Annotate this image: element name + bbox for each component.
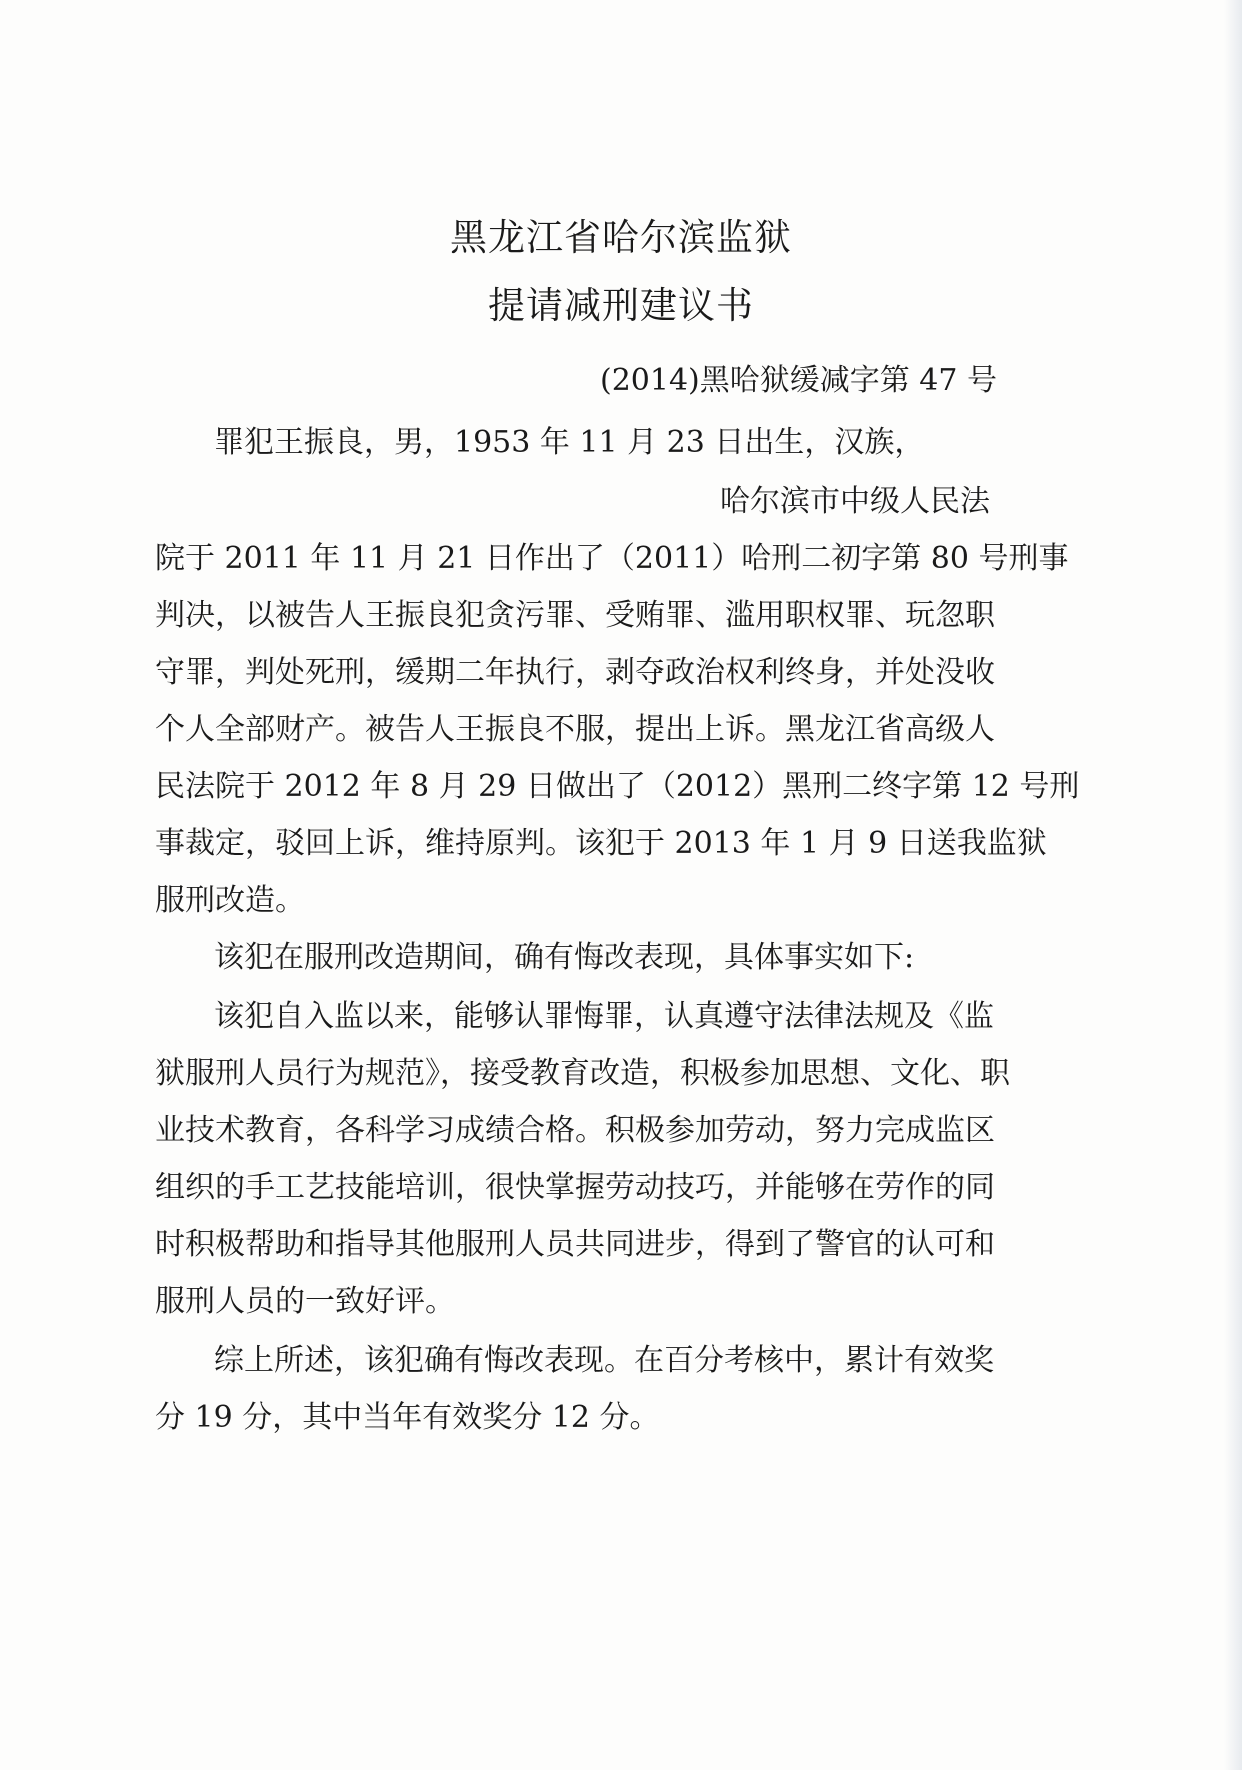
paragraph-line: 该犯自入监以来，能够认罪悔罪，认真遵守法律法规及《监: [214, 999, 994, 1034]
scan-edge-shading: [1224, 0, 1242, 1770]
paragraph-line: 狱服刑人员行为规范》，接受教育改造，积极参加思想、文化、职: [155, 1056, 1010, 1091]
paragraph-line: 业技术教育，各科学习成绩合格。积极参加劳动，努力完成监区: [155, 1113, 995, 1148]
paragraph-line: 个人全部财产。被告人王振良不服，提出上诉。黑龙江省高级人: [155, 712, 995, 747]
document-title-line2: 提请减刑建议书: [488, 284, 754, 327]
document-title-line1: 黑龙江省哈尔滨监狱: [450, 216, 792, 259]
paragraph-line: 时积极帮助和指导其他服刑人员共同进步，得到了警官的认可和: [155, 1227, 995, 1262]
paragraph-line: 服刑改造。: [155, 883, 305, 918]
paragraph-line: 民法院于 2012 年 8 月 29 日做出了（2012）黑刑二终字第 12 号刑: [155, 769, 1080, 804]
paragraph-line: 分 19 分，其中当年有效奖分 12 分。: [155, 1400, 660, 1435]
paragraph-line: 院于 2011 年 11 月 21 日作出了（2011）哈刑二初字第 80 号刑事: [155, 541, 1069, 576]
paragraph-line: 事裁定，驳回上诉，维持原判。该犯于 2013 年 1 月 9 日送我监狱: [155, 826, 1047, 861]
paragraph-line: 该犯在服刑改造期间，确有悔改表现，具体事实如下:: [214, 940, 915, 975]
paragraph-line: 罪犯王振良，男，1953 年 11 月 23 日出生，汉族，: [214, 425, 925, 460]
paragraph-line: 哈尔滨市中级人民法: [720, 484, 990, 519]
paragraph-line: 守罪，判处死刑，缓期二年执行，剥夺政治权利终身，并处没收: [155, 655, 995, 690]
paragraph-line: 组织的手工艺技能培训，很快掌握劳动技巧，并能够在劳作的同: [155, 1170, 995, 1205]
document-number: (2014)黑哈狱缓减字第 47 号: [600, 363, 998, 398]
paragraph-line: 服刑人员的一致好评。: [155, 1284, 455, 1319]
paragraph-line: 综上所述，该犯确有悔改表现。在百分考核中，累计有效奖: [214, 1343, 994, 1378]
paragraph-line: 判决，以被告人王振良犯贪污罪、受贿罪、滥用职权罪、玩忽职: [155, 598, 995, 633]
